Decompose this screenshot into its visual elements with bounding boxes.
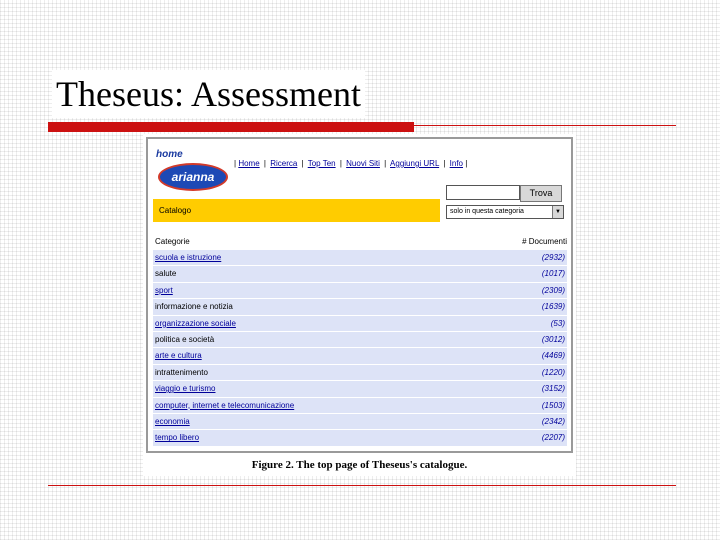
table-row[interactable] <box>153 266 567 281</box>
category-name: informazione e notizia <box>155 302 233 312</box>
home-label: home <box>156 149 183 160</box>
table-row[interactable] <box>153 299 567 314</box>
category-count: (2342) <box>541 416 565 426</box>
nav-sep: | <box>339 159 342 168</box>
category-count: (2932) <box>541 253 565 262</box>
table-row[interactable] <box>153 250 567 265</box>
nav-sep: | <box>263 159 266 168</box>
footer-rule <box>48 485 676 486</box>
search-input[interactable] <box>446 185 520 200</box>
nav-info[interactable]: Info <box>449 159 463 168</box>
table-row[interactable] <box>153 332 567 347</box>
browser-viewport <box>146 137 573 453</box>
header-count: # Documenti <box>522 237 567 246</box>
catalog-section-bar <box>153 199 440 222</box>
header-category: Categorie <box>155 237 190 246</box>
category-table <box>153 250 567 447</box>
category-count: (3152) <box>541 384 565 394</box>
table-row[interactable] <box>153 316 567 331</box>
category-name[interactable]: economia <box>155 416 190 426</box>
nav-sep: | <box>384 159 387 168</box>
nav-aggiungi-url[interactable]: Aggiungi URL <box>390 159 440 168</box>
category-name[interactable]: scuola e istruzione <box>155 253 222 262</box>
title-underline-thin <box>414 125 676 126</box>
nav-top-ten[interactable]: Top Ten <box>307 159 336 168</box>
figure-caption: Figure 2. The top page of Theseus's catalogue. <box>251 459 468 471</box>
nav-home[interactable]: Home <box>238 159 260 168</box>
category-name[interactable]: viaggio e turismo <box>155 384 216 394</box>
table-row[interactable] <box>153 381 567 396</box>
nav-nuovi-siti[interactable]: Nuovi Siti <box>346 159 380 168</box>
category-name[interactable]: computer, internet e telecomunicazione <box>155 400 295 410</box>
category-name: politica e società <box>155 334 215 344</box>
table-row[interactable] <box>153 283 567 298</box>
title-underline-thick <box>48 122 414 132</box>
nav-sep: | <box>443 159 446 168</box>
category-count: (1017) <box>541 269 565 279</box>
category-name: intrattenimento <box>155 367 208 377</box>
category-name: salute <box>155 269 177 279</box>
category-count: (1220) <box>541 367 565 377</box>
screenshot-figure <box>143 134 576 476</box>
category-table-header <box>153 235 567 249</box>
chevron-down-icon[interactable]: ▼ <box>552 206 563 218</box>
category-count: (1639) <box>541 302 565 312</box>
table-row[interactable] <box>153 398 567 413</box>
nav-sep: | <box>301 159 304 168</box>
category-count: (53) <box>550 318 565 328</box>
table-row[interactable] <box>153 365 567 380</box>
table-row[interactable] <box>153 414 567 429</box>
top-nav <box>234 159 467 168</box>
title-underline <box>48 122 676 132</box>
logo-oval <box>158 163 228 191</box>
category-name[interactable]: tempo libero <box>155 433 200 443</box>
logo-text: arianna <box>171 170 215 184</box>
table-row[interactable] <box>153 430 567 445</box>
category-count: (2309) <box>541 285 565 295</box>
category-name[interactable]: sport <box>155 285 173 295</box>
category-count: (3012) <box>541 334 565 344</box>
nav-bracket-open: | <box>234 159 237 168</box>
category-count: (2207) <box>541 433 565 443</box>
search-button[interactable]: Trova <box>520 185 562 202</box>
nav-bracket-close: | <box>465 159 468 168</box>
nav-ricerca[interactable]: Ricerca <box>270 159 298 168</box>
search-scope-select[interactable] <box>446 205 564 219</box>
search-scope-value: solo in questa categoria <box>450 208 524 215</box>
slide-title: Theseus: Assessment <box>52 70 365 118</box>
category-count: (4469) <box>541 351 565 361</box>
category-count: (1503) <box>541 400 565 410</box>
catalog-section-label: Catalogo <box>159 206 192 215</box>
table-row[interactable] <box>153 348 567 363</box>
arianna-logo[interactable] <box>154 149 226 193</box>
category-name[interactable]: organizzazione sociale <box>155 318 236 328</box>
category-name[interactable]: arte e cultura <box>155 351 202 361</box>
